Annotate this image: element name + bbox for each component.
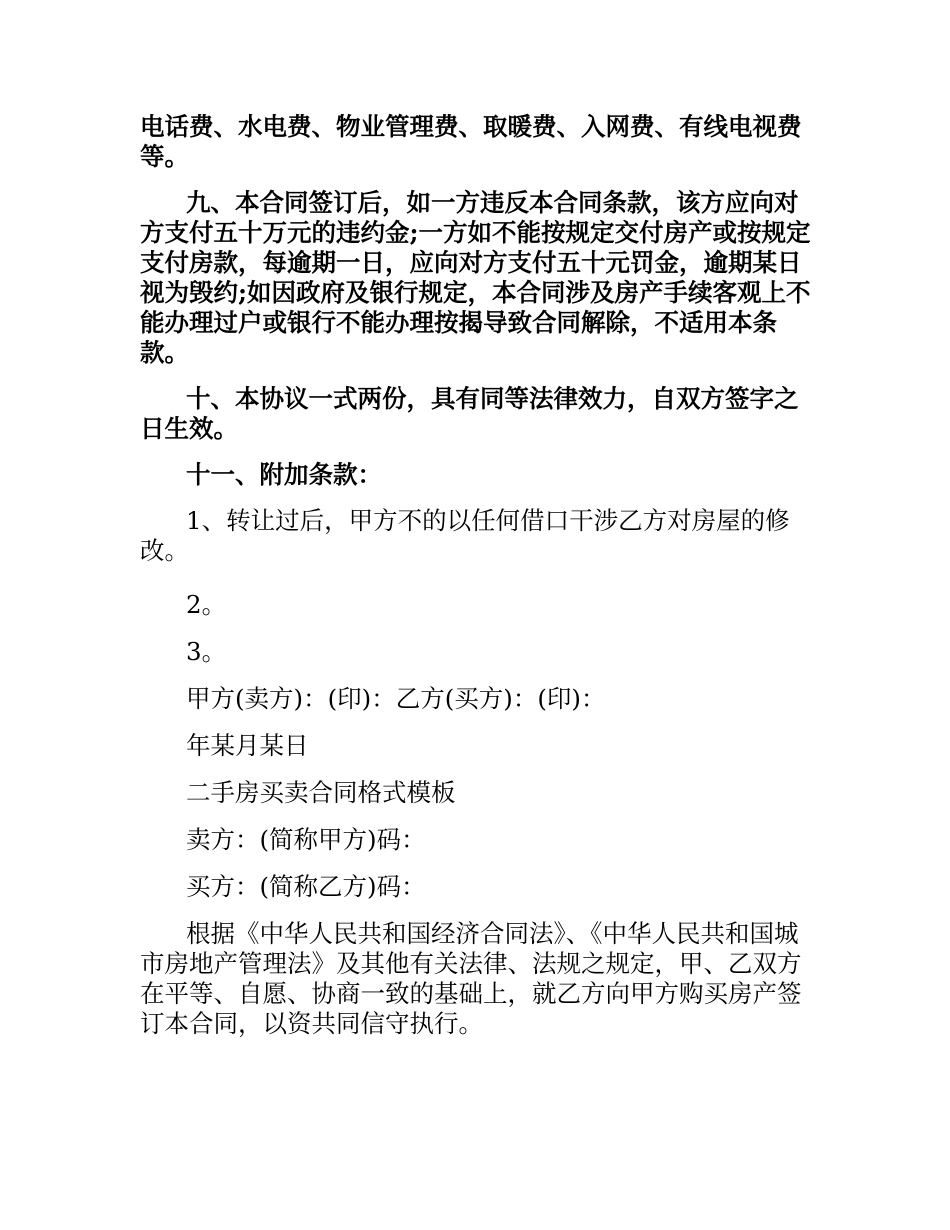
document-body xyxy=(140,112,812,1039)
additional-term-3: 3。 xyxy=(186,637,227,666)
signature-line: 甲方(卖方)：(印)：乙方(买方)：(印)： xyxy=(186,684,606,713)
clause-ten-copies: 十、本协议一式两份，具有同等法律效力，自双方签字之日生效。 xyxy=(140,384,799,443)
date-line: 年某月某日 xyxy=(186,731,309,760)
preamble-paragraph: 根据《中华人民共和国经济合同法》、《中华人民共和国城市房地产管理法》及其他有关法律、法规之规定，甲、乙双方在平等、自愿、协商一致的基础上，就乙方向甲方购买房产签订本合同，以资共同信守执行。 xyxy=(140,919,802,1038)
paragraph-fees-continued: 电话费、水电费、物业管理费、取暖费、入网费、有线电视费等。 xyxy=(140,112,802,171)
seller-line: 卖方：(简称甲方)码： xyxy=(186,825,426,854)
additional-term-2: 2。 xyxy=(186,590,227,619)
clause-nine-breach: 九、本合同签订后，如一方违反本合同条款，该方应向对方支付五十万元的违约金;一方如不能按规定交付房产或按规定支付房款，每逾期一日，应向对方支付五十元罚金，逾期某日视为毁约;如因政府及银行规定，本合同涉及房产手续客观上不能办理过户或银行不能办理按揭导致合同解除，不适用本条款。 xyxy=(140,188,811,367)
buyer-line: 买方：(简称乙方)码： xyxy=(186,872,426,901)
clause-eleven-heading: 十一、附加条款： xyxy=(186,460,382,489)
additional-term-1: 1、转让过后，甲方不的以任何借口干涉乙方对房屋的修改。 xyxy=(140,506,790,565)
template-title: 二手房买卖合同格式模板 xyxy=(186,778,456,807)
